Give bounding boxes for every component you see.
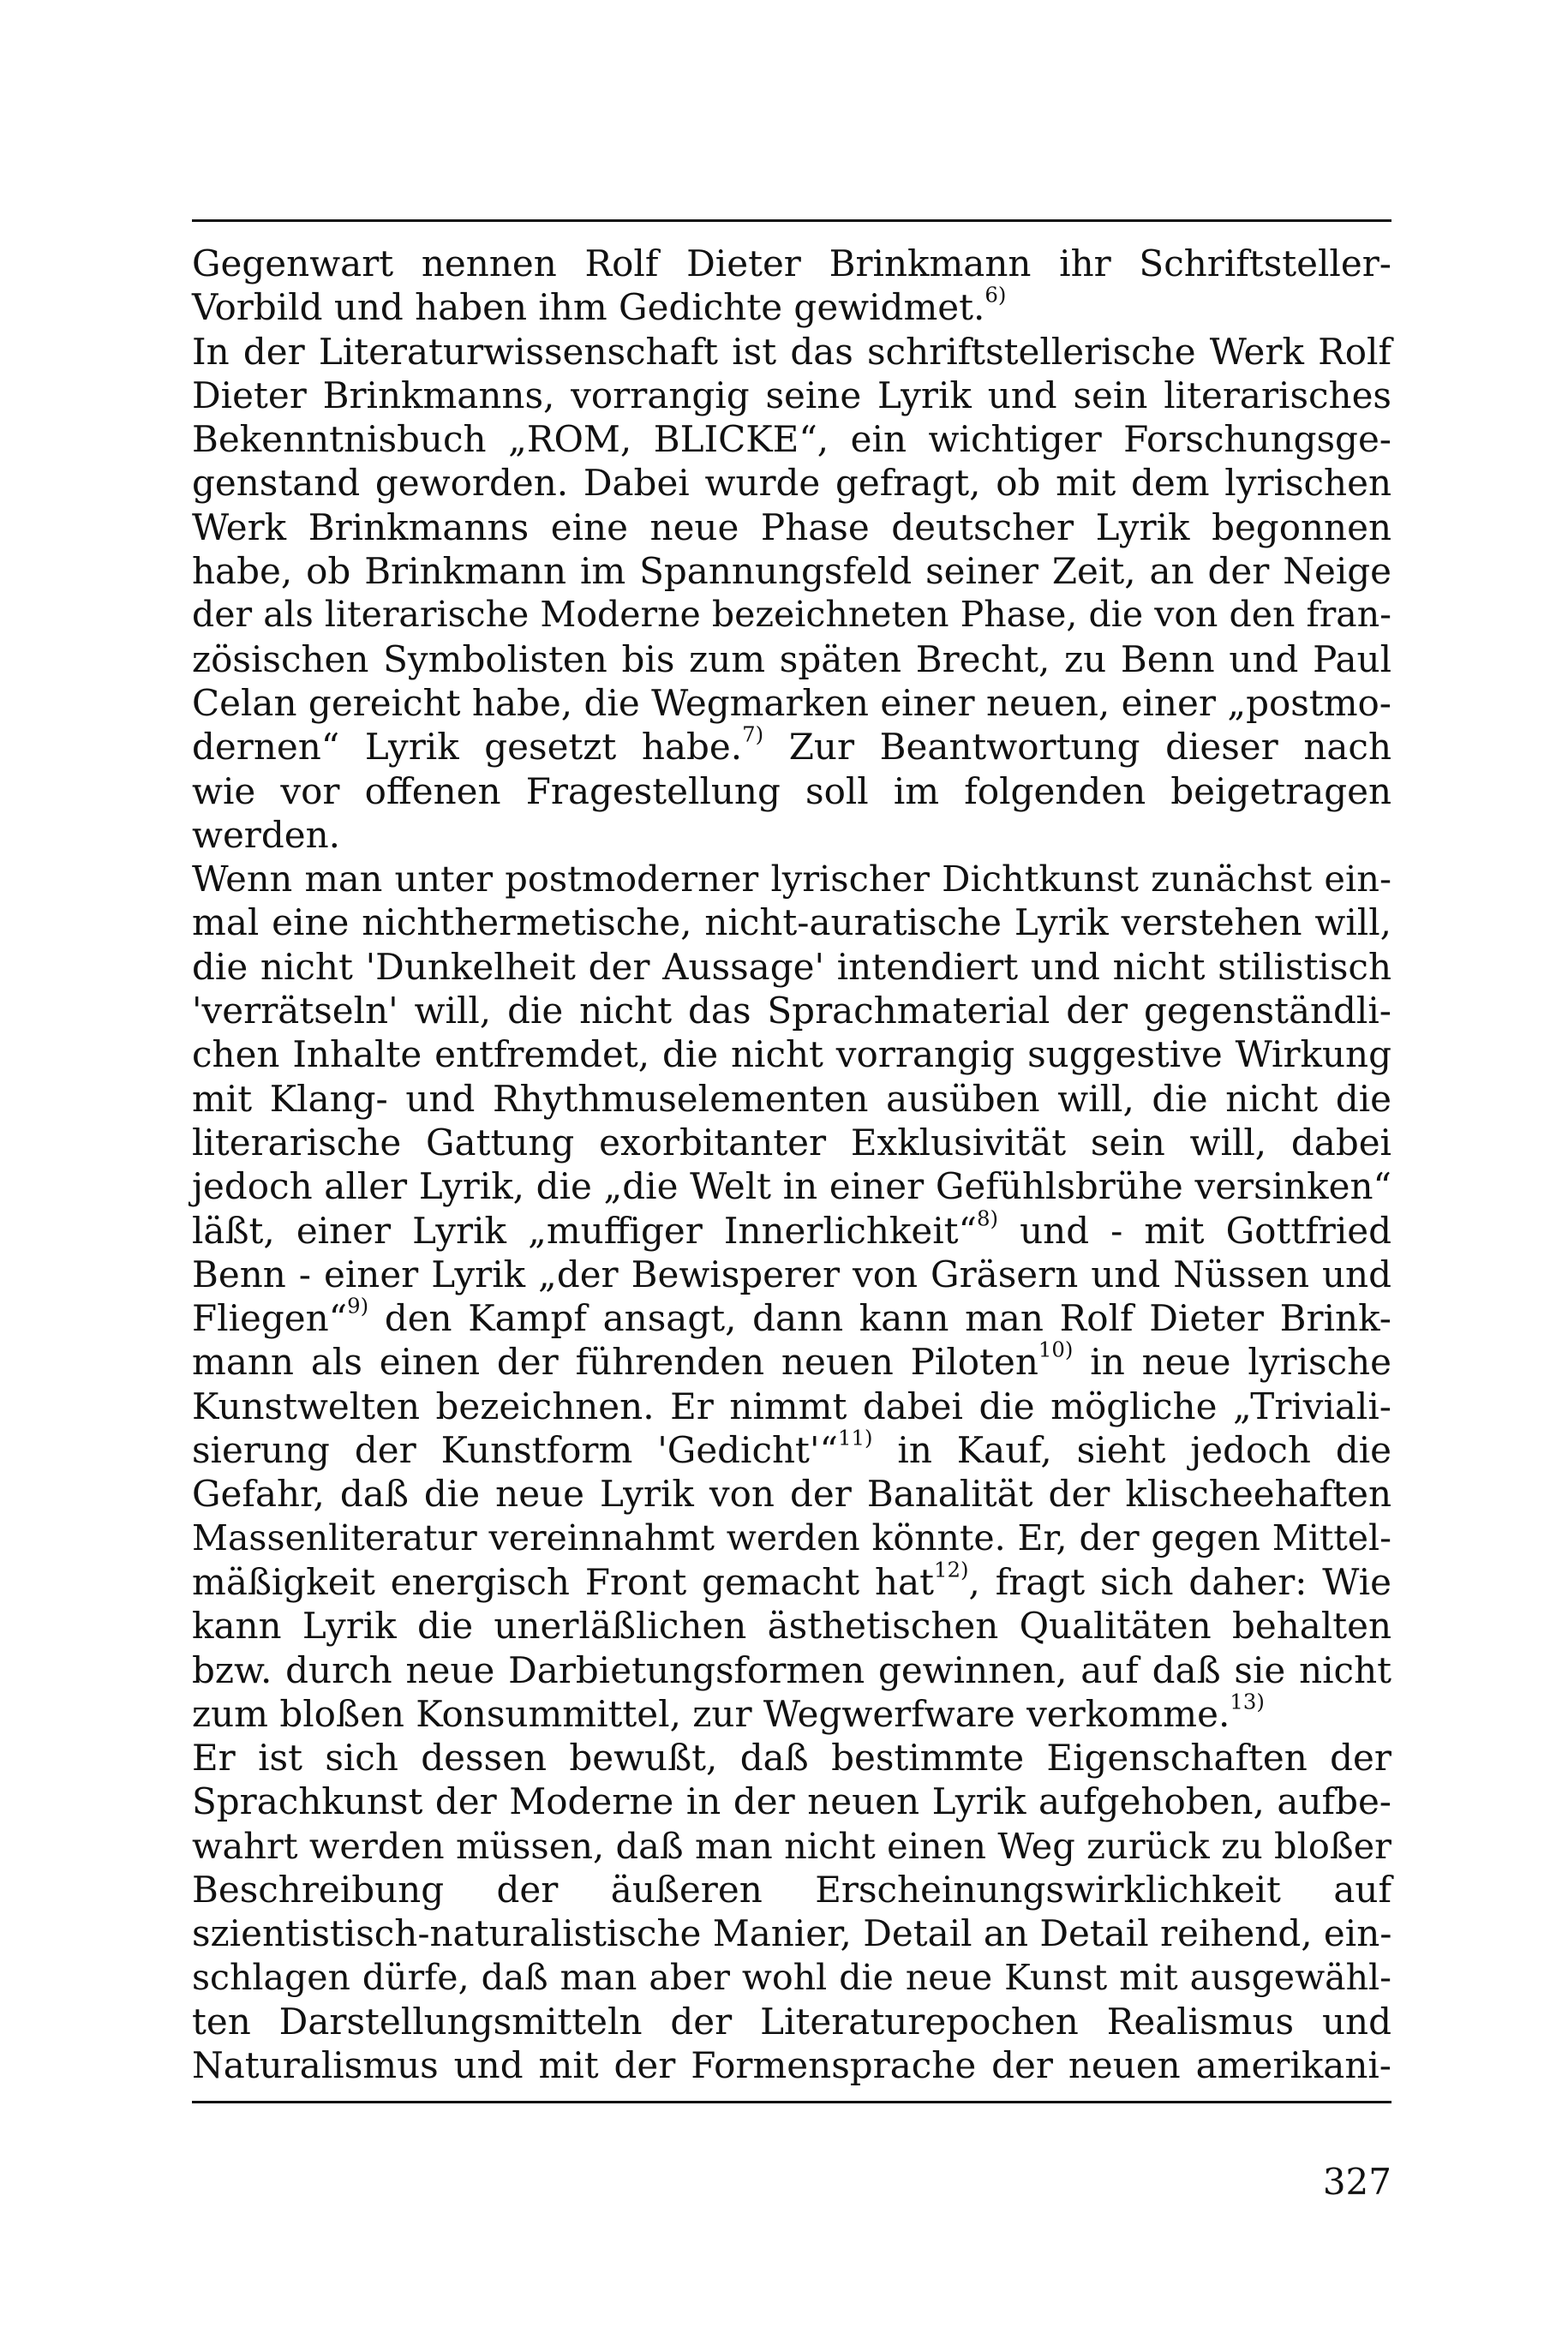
line-text: sierung der Kunstform 'Gedicht'“ <box>192 1429 838 1472</box>
footnote-reference: 12) <box>934 1557 969 1582</box>
line-text-continued: , fragt sich daher: Wie <box>968 1560 1392 1603</box>
text-line <box>192 1032 1391 1076</box>
line-text: Benn - einer Lyrik „der Bewisperer von Gräsern und Nüssen und <box>192 1253 1391 1295</box>
line-text: bzw. durch neue Darbietungsformen gewinnen, auf daß sie nicht <box>192 1648 1391 1691</box>
text-line <box>192 461 1391 505</box>
line-text: mäßigkeit energisch Front gemacht hat <box>192 1560 934 1603</box>
line-text: Celan gereicht habe, die Wegmarken einer neuen, einer „postmo- <box>192 681 1391 724</box>
line-text-continued: in neue lyrische <box>1073 1341 1391 1384</box>
line-text: Vorbild und haben ihm Gedichte gewidmet. <box>192 286 985 329</box>
line-text: läßt, einer Lyrik „muffiger Innerlichkeit“ <box>192 1209 978 1252</box>
text-line <box>192 282 1391 329</box>
text-line <box>192 330 1391 374</box>
line-text: Massenliteratur vereinnahmt werden könnte. Er, der gegen Mittel- <box>192 1516 1391 1558</box>
text-line <box>192 1293 1391 1340</box>
line-text: Werk Brinkmanns eine neue Phase deutscher Lyrik begonnen <box>192 505 1391 548</box>
text-line <box>192 417 1391 461</box>
text-line <box>192 242 1391 285</box>
bottom-rule <box>192 2101 1391 2103</box>
text-line <box>192 1911 1391 1955</box>
text-line <box>192 374 1391 417</box>
text-line <box>192 1736 1391 1780</box>
line-text-continued: und - mit Gottfried <box>998 1209 1391 1252</box>
text-line <box>192 1337 1391 1384</box>
footnote-reference: 7) <box>742 721 764 747</box>
line-text: jedoch aller Lyrik, die „die Welt in einer Gefühlsbrühe versinken“ <box>192 1165 1391 1208</box>
text-line <box>192 681 1391 725</box>
line-text: schlagen dürfe, daß man aber wohl die neue Kunst mit ausgewähl- <box>192 1956 1391 1998</box>
text-line <box>192 769 1391 813</box>
text-line <box>192 989 1391 1032</box>
line-text: Er ist sich dessen bewußt, daß bestimmte Eigenschaften der <box>192 1737 1391 1780</box>
text-line <box>192 1780 1391 1823</box>
text-line <box>192 549 1391 593</box>
line-text: ten Darstellungsmitteln der Literaturepochen Realismus und <box>192 2000 1391 2043</box>
text-line <box>192 1205 1391 1253</box>
text-line <box>192 1648 1391 1692</box>
line-text: die nicht 'Dunkelheit der Aussage' intendiert und nicht stilistisch <box>192 945 1391 988</box>
line-text: Bekenntnisbuch „ROM, BLICKE“, ein wichtiger Forschungsge- <box>192 418 1391 461</box>
line-text: zösischen Symbolisten bis zum späten Brecht, zu Benn und Paul <box>192 637 1391 680</box>
line-text: wie vor offenen Fragestellung soll im folgenden beigetragen <box>192 769 1391 812</box>
footnote-reference: 6) <box>984 282 1007 308</box>
text-line <box>192 593 1391 637</box>
text-line <box>192 505 1391 549</box>
line-text-continued: in Kauf, sieht jedoch die <box>872 1429 1392 1472</box>
text-line <box>192 1121 1391 1164</box>
line-text: Naturalismus und mit der Formensprache der neuen amerikani- <box>192 2044 1391 2087</box>
line-text: In der Literaturwissenschaft ist das schriftstellerische Werk Rolf <box>192 330 1391 373</box>
footnote-reference: 11) <box>837 1425 873 1451</box>
body-text <box>192 242 1391 2087</box>
line-text: szientistisch-naturalistische Manier, Detail an Detail reihend, ein- <box>192 1912 1392 1955</box>
line-text: Gefahr, daß die neue Lyrik von der Banalität der klischeehaften <box>192 1473 1391 1516</box>
text-line <box>192 945 1391 989</box>
line-text: werden. <box>192 813 341 856</box>
text-line <box>192 1253 1391 1296</box>
text-line <box>192 857 1391 900</box>
text-line <box>192 1824 1391 1868</box>
text-line <box>192 637 1391 681</box>
page-number: 327 <box>1322 2161 1391 2203</box>
footnote-reference: 8) <box>977 1205 999 1230</box>
text-line <box>192 1164 1391 1208</box>
footnote-reference: 9) <box>347 1293 369 1319</box>
line-text: 'verrätseln' will, die nicht das Sprachmaterial der gegenständli- <box>192 990 1391 1032</box>
text-line <box>192 1516 1391 1560</box>
line-text: chen Inhalte entfremdet, die nicht vorrangig suggestive Wirkung <box>192 1033 1391 1076</box>
line-text: Gegenwart nennen Rolf Dieter Brinkmann ihr Schriftsteller- <box>192 242 1391 284</box>
line-text-continued: den Kampf ansagt, dann kann man Rolf Dieter Brink- <box>368 1297 1391 1340</box>
line-text-continued: Zur Beantwortung dieser nach <box>763 726 1391 769</box>
text-line <box>192 1077 1391 1121</box>
line-text: Dieter Brinkmanns, vorrangig seine Lyrik und sein literarisches <box>192 374 1391 416</box>
line-text: mit Klang- und Rhythmuselementen ausüben will, die nicht die <box>192 1077 1391 1120</box>
line-text: mann als einen der führenden neuen Piloten <box>192 1341 1038 1384</box>
text-line <box>192 1385 1391 1428</box>
footnote-reference: 10) <box>1038 1337 1074 1362</box>
line-text: zum bloßen Konsummittel, zur Wegwerfware verkomme. <box>192 1692 1230 1735</box>
text-line <box>192 813 1391 857</box>
footnote-reference: 13) <box>1230 1689 1265 1714</box>
top-rule <box>192 219 1391 222</box>
text-line <box>192 2043 1391 2087</box>
text-line <box>192 900 1391 944</box>
line-text: dernen“ Lyrik gesetzt habe. <box>192 726 743 769</box>
line-text: mal eine nichthermetische, nicht-auratische Lyrik verstehen will, <box>192 901 1391 944</box>
text-line <box>192 1557 1392 1604</box>
line-text: wahrt werden müssen, daß man nicht einen Weg zurück zu bloßer <box>192 1824 1391 1867</box>
text-line <box>192 1956 1391 2000</box>
line-text: genstand geworden. Dabei wurde gefragt, ob mit dem lyrischen <box>192 462 1391 505</box>
line-text: der als literarische Moderne bezeichneten Phase, die von den fran- <box>192 594 1391 636</box>
text-line <box>192 721 1391 769</box>
line-text: habe, ob Brinkmann im Spannungsfeld seiner Zeit, an der Neige <box>192 550 1391 593</box>
text-line <box>192 1689 1391 1736</box>
line-text: Kunstwelten bezeichnen. Er nimmt dabei die mögliche „Triviali- <box>192 1385 1391 1427</box>
text-line <box>192 1425 1392 1472</box>
text-line <box>192 1868 1391 1911</box>
line-text: Beschreibung der äußeren Erscheinungswirklichkeit auf <box>192 1868 1391 1911</box>
text-line <box>192 1604 1391 1648</box>
line-text: Sprachkunst der Moderne in der neuen Lyrik aufgehoben, aufbe- <box>192 1780 1391 1823</box>
text-line <box>192 1472 1391 1516</box>
line-text: Wenn man unter postmoderner lyrischer Dichtkunst zunächst ein- <box>192 858 1391 900</box>
line-text: kann Lyrik die unerläßlichen ästhetischen Qualitäten behalten <box>192 1605 1391 1648</box>
line-text: literarische Gattung exorbitanter Exklusivität sein will, dabei <box>192 1121 1391 1164</box>
line-text: Fliegen“ <box>192 1297 348 1340</box>
text-line <box>192 2000 1391 2043</box>
